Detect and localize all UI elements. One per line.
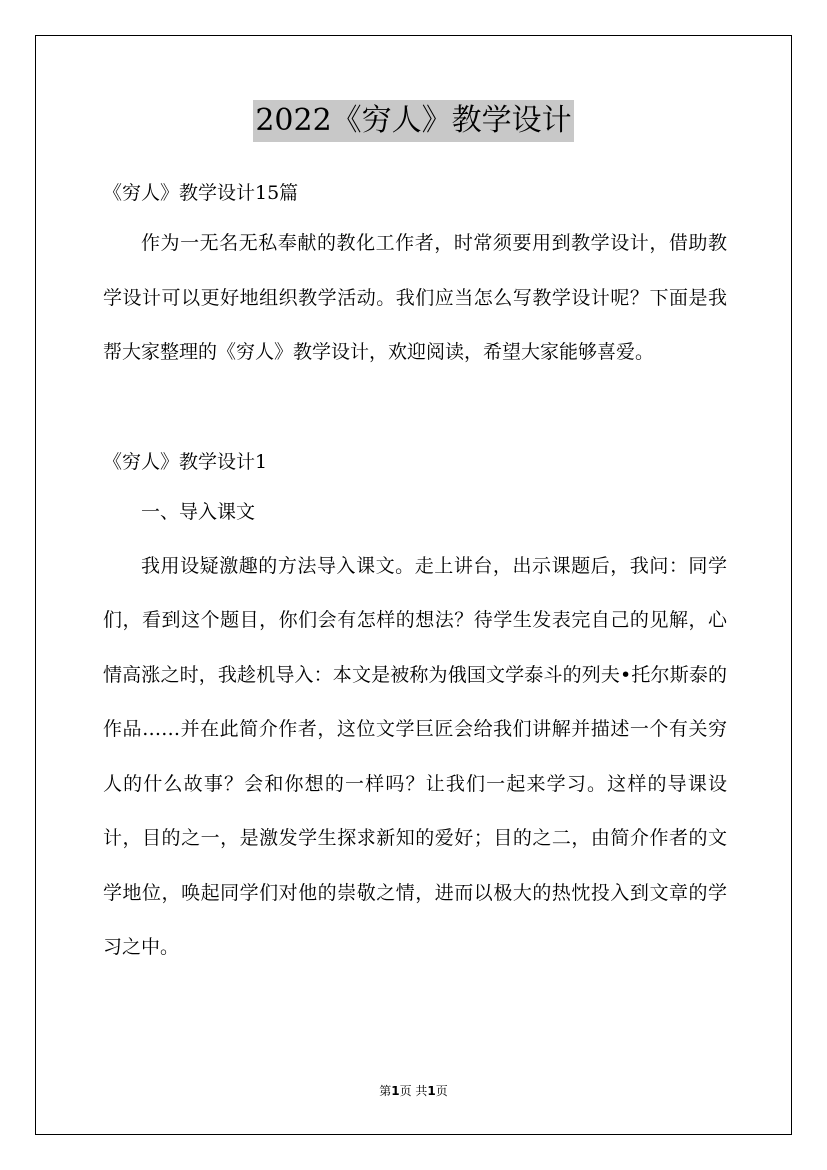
section-title: 《穷人》教学设计1	[103, 450, 268, 473]
page-footer	[0, 1082, 827, 1099]
section-subheading: 一、导入课文	[141, 500, 256, 523]
footer-page-total: 1	[427, 1084, 436, 1098]
section-body-paragraph: 我用设疑激趣的方法导入课文。走上讲台，出示课题后，我问：同学们，看到这个题目，你们会有怎样的想法？待学生发表完自己的见解，心情高涨之时，我趁机导入：本文是被称为俄国文学泰斗的列夫•托尔斯泰的作品……并在此简介作者，这位文学巨匠会给我们讲解并描述一个有关穷人的什么故事？会和你想的一样吗？让我们一起来学习。这样的导课设计，目的之一，是激发学生探求新知的爱好；目的之二，由简介作者的文学地位，唤起同学们对他的崇敬之情，进而以极大的热忱投入到文章的学习之中。	[103, 554, 727, 958]
section-gap	[103, 380, 727, 439]
footer-page-mid: 页 共	[399, 1084, 428, 1098]
footer-page-current: 1	[391, 1084, 400, 1098]
footer-page-suffix: 页	[435, 1084, 448, 1098]
footer-page-prefix: 第	[379, 1084, 392, 1098]
document-body	[103, 170, 727, 975]
title-container	[0, 100, 827, 142]
document-title: 2022《穷人》教学设计	[253, 100, 573, 142]
document-subtitle: 《穷人》教学设计15篇	[103, 182, 299, 204]
intro-paragraph: 作为一无名无私奉献的教化工作者，时常须要用到教学设计，借助教学设计可以更好地组织教学活动。我们应当怎么写教学设计呢？下面是我帮大家整理的《穷人》教学设计，欢迎阅读，希望大家能够喜爱。	[103, 232, 727, 363]
